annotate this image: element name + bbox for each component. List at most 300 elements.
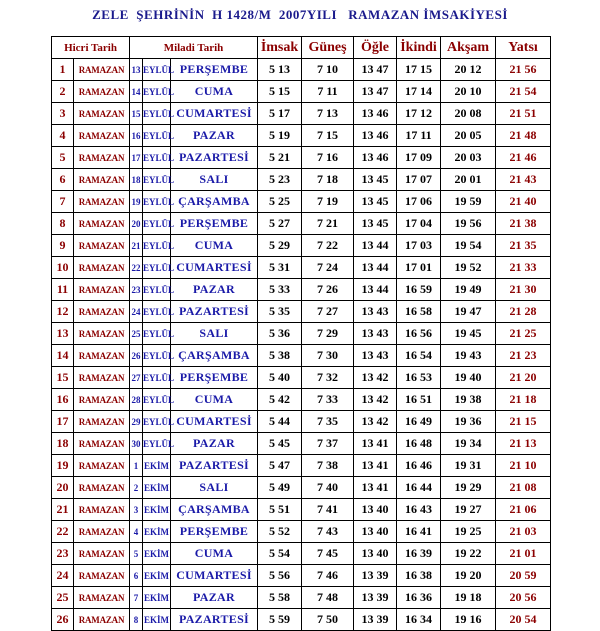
aksam-time-cell: 19 31: [441, 455, 496, 477]
ikindi-time-cell: 16 58: [397, 301, 441, 323]
gunes-time-cell: 7 24: [302, 257, 354, 279]
ogle-time-cell: 13 42: [354, 389, 397, 411]
hicri-month-cell: RAMAZAN: [74, 433, 130, 455]
table-row: [52, 323, 551, 345]
table-row: [52, 147, 551, 169]
table-row: [52, 301, 551, 323]
hicri-month-cell: RAMAZAN: [74, 301, 130, 323]
table-row: [52, 499, 551, 521]
imsak-time-cell: 5 49: [258, 477, 302, 499]
yatsi-time-cell: 21 08: [496, 477, 551, 499]
aksam-time-cell: 19 16: [441, 609, 496, 631]
gunes-time-cell: 7 35: [302, 411, 354, 433]
gunes-time-cell: 7 13: [302, 103, 354, 125]
gunes-time-cell: 7 46: [302, 565, 354, 587]
yatsi-time-cell: 21 38: [496, 213, 551, 235]
miladi-month-cell: EYLÜL: [143, 235, 171, 257]
ogle-time-cell: 13 41: [354, 477, 397, 499]
weekday-cell: CUMARTESİ: [171, 565, 258, 587]
miladi-day-cell: 24: [130, 301, 143, 323]
table-row: [52, 367, 551, 389]
hicri-day-cell: 24: [52, 565, 74, 587]
hicri-day-cell: 4: [52, 125, 74, 147]
hicri-day-cell: 13: [52, 323, 74, 345]
hicri-month-cell: RAMAZAN: [74, 499, 130, 521]
aksam-time-cell: 19 25: [441, 521, 496, 543]
miladi-day-cell: 6: [130, 565, 143, 587]
gunes-time-cell: 7 26: [302, 279, 354, 301]
yatsi-time-cell: 21 40: [496, 191, 551, 213]
hicri-day-cell: 5: [52, 147, 74, 169]
ogle-time-cell: 13 40: [354, 499, 397, 521]
weekday-cell: PERŞEMBE: [171, 521, 258, 543]
hicri-month-cell: RAMAZAN: [74, 455, 130, 477]
aksam-time-cell: 20 12: [441, 59, 496, 81]
hicri-day-cell: 20: [52, 477, 74, 499]
table-row: [52, 103, 551, 125]
table-row: [52, 125, 551, 147]
weekday-cell: CUMA: [171, 235, 258, 257]
hicri-month-cell: RAMAZAN: [74, 323, 130, 345]
hicri-day-cell: 3: [52, 103, 74, 125]
gunes-time-cell: 7 33: [302, 389, 354, 411]
hicri-month-cell: RAMAZAN: [74, 587, 130, 609]
aksam-time-cell: 19 36: [441, 411, 496, 433]
header-yatsi: Yatsı: [496, 37, 551, 59]
hicri-month-cell: RAMAZAN: [74, 235, 130, 257]
imsak-time-cell: 5 17: [258, 103, 302, 125]
hicri-day-cell: 8: [52, 213, 74, 235]
hicri-day-cell: 26: [52, 609, 74, 631]
hicri-day-cell: 25: [52, 587, 74, 609]
aksam-time-cell: 19 27: [441, 499, 496, 521]
miladi-month-cell: EYLÜL: [143, 257, 171, 279]
ikindi-time-cell: 16 48: [397, 433, 441, 455]
aksam-time-cell: 20 08: [441, 103, 496, 125]
miladi-month-cell: EYLÜL: [143, 59, 171, 81]
ogle-time-cell: 13 42: [354, 411, 397, 433]
imsak-time-cell: 5 19: [258, 125, 302, 147]
ikindi-time-cell: 16 59: [397, 279, 441, 301]
imsak-time-cell: 5 31: [258, 257, 302, 279]
aksam-time-cell: 19 40: [441, 367, 496, 389]
ikindi-time-cell: 16 43: [397, 499, 441, 521]
ikindi-time-cell: 17 09: [397, 147, 441, 169]
ikindi-time-cell: 16 34: [397, 609, 441, 631]
hicri-month-cell: RAMAZAN: [74, 389, 130, 411]
hicri-day-cell: 14: [52, 345, 74, 367]
hicri-month-cell: RAMAZAN: [74, 279, 130, 301]
yatsi-time-cell: 21 10: [496, 455, 551, 477]
hicri-day-cell: 22: [52, 521, 74, 543]
aksam-time-cell: 20 01: [441, 169, 496, 191]
gunes-time-cell: 7 43: [302, 521, 354, 543]
table-row: [52, 279, 551, 301]
weekday-cell: SALI: [171, 169, 258, 191]
aksam-time-cell: 19 56: [441, 213, 496, 235]
weekday-cell: PERŞEMBE: [171, 59, 258, 81]
table-row: [52, 59, 551, 81]
weekday-cell: PAZAR: [171, 125, 258, 147]
hicri-day-cell: 12: [52, 301, 74, 323]
miladi-month-cell: EYLÜL: [143, 323, 171, 345]
ikindi-time-cell: 16 54: [397, 345, 441, 367]
gunes-time-cell: 7 15: [302, 125, 354, 147]
aksam-time-cell: 19 38: [441, 389, 496, 411]
aksam-time-cell: 19 49: [441, 279, 496, 301]
gunes-time-cell: 7 21: [302, 213, 354, 235]
gunes-time-cell: 7 27: [302, 301, 354, 323]
gunes-time-cell: 7 22: [302, 235, 354, 257]
imsak-time-cell: 5 51: [258, 499, 302, 521]
ogle-time-cell: 13 41: [354, 455, 397, 477]
weekday-cell: PERŞEMBE: [171, 367, 258, 389]
gunes-time-cell: 7 45: [302, 543, 354, 565]
weekday-cell: PAZAR: [171, 587, 258, 609]
header-ikindi: İkindi: [397, 37, 441, 59]
imsak-time-cell: 5 15: [258, 81, 302, 103]
weekday-cell: PAZARTESİ: [171, 301, 258, 323]
miladi-month-cell: EYLÜL: [143, 367, 171, 389]
hicri-month-cell: RAMAZAN: [74, 81, 130, 103]
table-row: [52, 213, 551, 235]
gunes-time-cell: 7 40: [302, 477, 354, 499]
ikindi-time-cell: 17 11: [397, 125, 441, 147]
miladi-day-cell: 4: [130, 521, 143, 543]
miladi-day-cell: 29: [130, 411, 143, 433]
miladi-day-cell: 28: [130, 389, 143, 411]
yatsi-time-cell: 21 33: [496, 257, 551, 279]
ogle-time-cell: 13 41: [354, 433, 397, 455]
gunes-time-cell: 7 32: [302, 367, 354, 389]
ikindi-time-cell: 16 49: [397, 411, 441, 433]
weekday-cell: CUMA: [171, 389, 258, 411]
yatsi-time-cell: 21 25: [496, 323, 551, 345]
weekday-cell: CUMA: [171, 543, 258, 565]
weekday-cell: PAZARTESİ: [171, 147, 258, 169]
ogle-time-cell: 13 44: [354, 279, 397, 301]
miladi-month-cell: EKİM: [143, 565, 171, 587]
hicri-month-cell: RAMAZAN: [74, 191, 130, 213]
aksam-time-cell: 19 22: [441, 543, 496, 565]
ogle-time-cell: 13 47: [354, 59, 397, 81]
aksam-time-cell: 19 34: [441, 433, 496, 455]
weekday-cell: ÇARŞAMBA: [171, 191, 258, 213]
miladi-day-cell: 27: [130, 367, 143, 389]
hicri-month-cell: RAMAZAN: [74, 257, 130, 279]
aksam-time-cell: 20 10: [441, 81, 496, 103]
imsak-time-cell: 5 25: [258, 191, 302, 213]
ogle-time-cell: 13 39: [354, 609, 397, 631]
ogle-time-cell: 13 39: [354, 587, 397, 609]
weekday-cell: SALI: [171, 477, 258, 499]
miladi-month-cell: EKİM: [143, 521, 171, 543]
imsak-time-cell: 5 45: [258, 433, 302, 455]
miladi-day-cell: 2: [130, 477, 143, 499]
ogle-time-cell: 13 39: [354, 565, 397, 587]
ogle-time-cell: 13 43: [354, 323, 397, 345]
hicri-day-cell: 17: [52, 411, 74, 433]
gunes-time-cell: 7 30: [302, 345, 354, 367]
miladi-day-cell: 15: [130, 103, 143, 125]
aksam-time-cell: 19 52: [441, 257, 496, 279]
header-gunes: Güneş: [302, 37, 354, 59]
table-row: [52, 169, 551, 191]
ogle-time-cell: 13 44: [354, 235, 397, 257]
ikindi-time-cell: 16 44: [397, 477, 441, 499]
gunes-time-cell: 7 10: [302, 59, 354, 81]
imsak-time-cell: 5 52: [258, 521, 302, 543]
ogle-time-cell: 13 42: [354, 367, 397, 389]
header-hicri: Hicri Tarih: [52, 37, 130, 59]
yatsi-time-cell: 20 54: [496, 609, 551, 631]
yatsi-time-cell: 20 56: [496, 587, 551, 609]
miladi-day-cell: 25: [130, 323, 143, 345]
miladi-month-cell: EYLÜL: [143, 213, 171, 235]
table-row: [52, 81, 551, 103]
yatsi-time-cell: 21 20: [496, 367, 551, 389]
weekday-cell: PAZAR: [171, 433, 258, 455]
miladi-month-cell: EKİM: [143, 609, 171, 631]
yatsi-time-cell: 21 56: [496, 59, 551, 81]
imsakiye-table: [51, 36, 551, 631]
miladi-day-cell: 3: [130, 499, 143, 521]
yatsi-time-cell: 21 54: [496, 81, 551, 103]
page-title: ZELE ŞEHRİNİN H 1428/M 2007YILI RAMAZAN İMSAKİYESİ: [92, 7, 508, 22]
yatsi-time-cell: 21 01: [496, 543, 551, 565]
miladi-day-cell: 5: [130, 543, 143, 565]
hicri-month-cell: RAMAZAN: [74, 609, 130, 631]
hicri-month-cell: RAMAZAN: [74, 59, 130, 81]
ikindi-time-cell: 16 41: [397, 521, 441, 543]
miladi-day-cell: 18: [130, 169, 143, 191]
ogle-time-cell: 13 43: [354, 301, 397, 323]
imsak-time-cell: 5 35: [258, 301, 302, 323]
imsak-time-cell: 5 27: [258, 213, 302, 235]
miladi-day-cell: 26: [130, 345, 143, 367]
table-row: [52, 587, 551, 609]
table-row: [52, 257, 551, 279]
yatsi-time-cell: 21 03: [496, 521, 551, 543]
table-row: [52, 411, 551, 433]
weekday-cell: PAZARTESİ: [171, 609, 258, 631]
imsak-time-cell: 5 44: [258, 411, 302, 433]
table-row: [52, 543, 551, 565]
gunes-time-cell: 7 16: [302, 147, 354, 169]
gunes-time-cell: 7 50: [302, 609, 354, 631]
miladi-day-cell: 8: [130, 609, 143, 631]
ogle-time-cell: 13 45: [354, 169, 397, 191]
table-row: [52, 609, 551, 631]
miladi-month-cell: EYLÜL: [143, 389, 171, 411]
ogle-time-cell: 13 44: [354, 257, 397, 279]
hicri-month-cell: RAMAZAN: [74, 125, 130, 147]
imsak-time-cell: 5 36: [258, 323, 302, 345]
ogle-time-cell: 13 45: [354, 213, 397, 235]
ikindi-time-cell: 17 14: [397, 81, 441, 103]
ogle-time-cell: 13 40: [354, 543, 397, 565]
imsak-time-cell: 5 38: [258, 345, 302, 367]
gunes-time-cell: 7 37: [302, 433, 354, 455]
miladi-day-cell: 14: [130, 81, 143, 103]
miladi-month-cell: EKİM: [143, 587, 171, 609]
weekday-cell: PAZARTESİ: [171, 455, 258, 477]
hicri-day-cell: 2: [52, 81, 74, 103]
miladi-day-cell: 22: [130, 257, 143, 279]
table-row: [52, 345, 551, 367]
aksam-time-cell: 19 54: [441, 235, 496, 257]
weekday-cell: PAZAR: [171, 279, 258, 301]
weekday-cell: SALI: [171, 323, 258, 345]
table-header-row: [52, 37, 551, 59]
ogle-time-cell: 13 46: [354, 125, 397, 147]
ikindi-time-cell: 17 01: [397, 257, 441, 279]
miladi-day-cell: 13: [130, 59, 143, 81]
yatsi-time-cell: 20 59: [496, 565, 551, 587]
miladi-day-cell: 17: [130, 147, 143, 169]
header-imsak: İmsak: [258, 37, 302, 59]
header-ogle: Öğle: [354, 37, 397, 59]
yatsi-time-cell: 21 06: [496, 499, 551, 521]
gunes-time-cell: 7 11: [302, 81, 354, 103]
miladi-month-cell: EYLÜL: [143, 301, 171, 323]
yatsi-time-cell: 21 35: [496, 235, 551, 257]
ikindi-time-cell: 17 15: [397, 59, 441, 81]
table-row: [52, 235, 551, 257]
hicri-month-cell: RAMAZAN: [74, 103, 130, 125]
aksam-time-cell: 19 45: [441, 323, 496, 345]
gunes-time-cell: 7 29: [302, 323, 354, 345]
imsak-time-cell: 5 58: [258, 587, 302, 609]
aksam-time-cell: 19 59: [441, 191, 496, 213]
hicri-day-cell: 21: [52, 499, 74, 521]
ogle-time-cell: 13 47: [354, 81, 397, 103]
imsak-time-cell: 5 13: [258, 59, 302, 81]
hicri-month-cell: RAMAZAN: [74, 543, 130, 565]
imsak-time-cell: 5 42: [258, 389, 302, 411]
yatsi-time-cell: 21 15: [496, 411, 551, 433]
ogle-time-cell: 13 43: [354, 345, 397, 367]
imsak-time-cell: 5 56: [258, 565, 302, 587]
yatsi-time-cell: 21 46: [496, 147, 551, 169]
weekday-cell: CUMARTESİ: [171, 103, 258, 125]
miladi-day-cell: 7: [130, 587, 143, 609]
yatsi-time-cell: 21 28: [496, 301, 551, 323]
hicri-day-cell: 6: [52, 169, 74, 191]
imsak-time-cell: 5 33: [258, 279, 302, 301]
ikindi-time-cell: 16 51: [397, 389, 441, 411]
weekday-cell: CUMARTESİ: [171, 257, 258, 279]
table-body: [52, 59, 551, 631]
ikindi-time-cell: 16 56: [397, 323, 441, 345]
imsak-time-cell: 5 23: [258, 169, 302, 191]
hicri-day-cell: 16: [52, 389, 74, 411]
table-row: [52, 389, 551, 411]
ikindi-time-cell: 16 46: [397, 455, 441, 477]
imsak-time-cell: 5 54: [258, 543, 302, 565]
weekday-cell: CUMARTESİ: [171, 411, 258, 433]
hicri-month-cell: RAMAZAN: [74, 521, 130, 543]
miladi-month-cell: EYLÜL: [143, 147, 171, 169]
ogle-time-cell: 13 46: [354, 147, 397, 169]
aksam-time-cell: 19 18: [441, 587, 496, 609]
miladi-month-cell: EYLÜL: [143, 279, 171, 301]
weekday-cell: ÇARŞAMBA: [171, 499, 258, 521]
imsak-time-cell: 5 47: [258, 455, 302, 477]
hicri-month-cell: RAMAZAN: [74, 147, 130, 169]
table-row: [52, 477, 551, 499]
ikindi-time-cell: 16 53: [397, 367, 441, 389]
miladi-day-cell: 30: [130, 433, 143, 455]
ikindi-time-cell: 16 36: [397, 587, 441, 609]
aksam-time-cell: 19 47: [441, 301, 496, 323]
ikindi-time-cell: 17 06: [397, 191, 441, 213]
ogle-time-cell: 13 46: [354, 103, 397, 125]
miladi-month-cell: EKİM: [143, 499, 171, 521]
hicri-month-cell: RAMAZAN: [74, 477, 130, 499]
table-row: [52, 433, 551, 455]
miladi-day-cell: 20: [130, 213, 143, 235]
hicri-month-cell: RAMAZAN: [74, 411, 130, 433]
hicri-day-cell: 23: [52, 543, 74, 565]
miladi-month-cell: EYLÜL: [143, 169, 171, 191]
gunes-time-cell: 7 41: [302, 499, 354, 521]
aksam-time-cell: 19 20: [441, 565, 496, 587]
miladi-day-cell: 19: [130, 191, 143, 213]
ikindi-time-cell: 16 39: [397, 543, 441, 565]
miladi-month-cell: EYLÜL: [143, 81, 171, 103]
imsak-time-cell: 5 29: [258, 235, 302, 257]
miladi-day-cell: 16: [130, 125, 143, 147]
hicri-day-cell: 15: [52, 367, 74, 389]
miladi-month-cell: EYLÜL: [143, 103, 171, 125]
hicri-month-cell: RAMAZAN: [74, 345, 130, 367]
miladi-day-cell: 23: [130, 279, 143, 301]
imsak-time-cell: 5 21: [258, 147, 302, 169]
aksam-time-cell: 20 03: [441, 147, 496, 169]
table-row: [52, 191, 551, 213]
weekday-cell: PERŞEMBE: [171, 213, 258, 235]
ogle-time-cell: 13 45: [354, 191, 397, 213]
miladi-month-cell: EYLÜL: [143, 125, 171, 147]
hicri-month-cell: RAMAZAN: [74, 213, 130, 235]
yatsi-time-cell: 21 13: [496, 433, 551, 455]
hicri-month-cell: RAMAZAN: [74, 169, 130, 191]
ikindi-time-cell: 17 12: [397, 103, 441, 125]
yatsi-time-cell: 21 43: [496, 169, 551, 191]
aksam-time-cell: 20 05: [441, 125, 496, 147]
header-miladi: Miladi Tarih: [130, 37, 258, 59]
miladi-month-cell: EYLÜL: [143, 433, 171, 455]
miladi-day-cell: 21: [130, 235, 143, 257]
hicri-month-cell: RAMAZAN: [74, 565, 130, 587]
ikindi-time-cell: 17 03: [397, 235, 441, 257]
gunes-time-cell: 7 48: [302, 587, 354, 609]
hicri-day-cell: 19: [52, 455, 74, 477]
imsak-time-cell: 5 40: [258, 367, 302, 389]
header-aksam: Akşam: [441, 37, 496, 59]
gunes-time-cell: 7 19: [302, 191, 354, 213]
hicri-day-cell: 9: [52, 235, 74, 257]
hicri-day-cell: 7: [52, 191, 74, 213]
hicri-month-cell: RAMAZAN: [74, 367, 130, 389]
miladi-month-cell: EKİM: [143, 455, 171, 477]
yatsi-time-cell: 21 18: [496, 389, 551, 411]
table-row: [52, 455, 551, 477]
table-row: [52, 521, 551, 543]
ikindi-time-cell: 16 38: [397, 565, 441, 587]
weekday-cell: CUMA: [171, 81, 258, 103]
